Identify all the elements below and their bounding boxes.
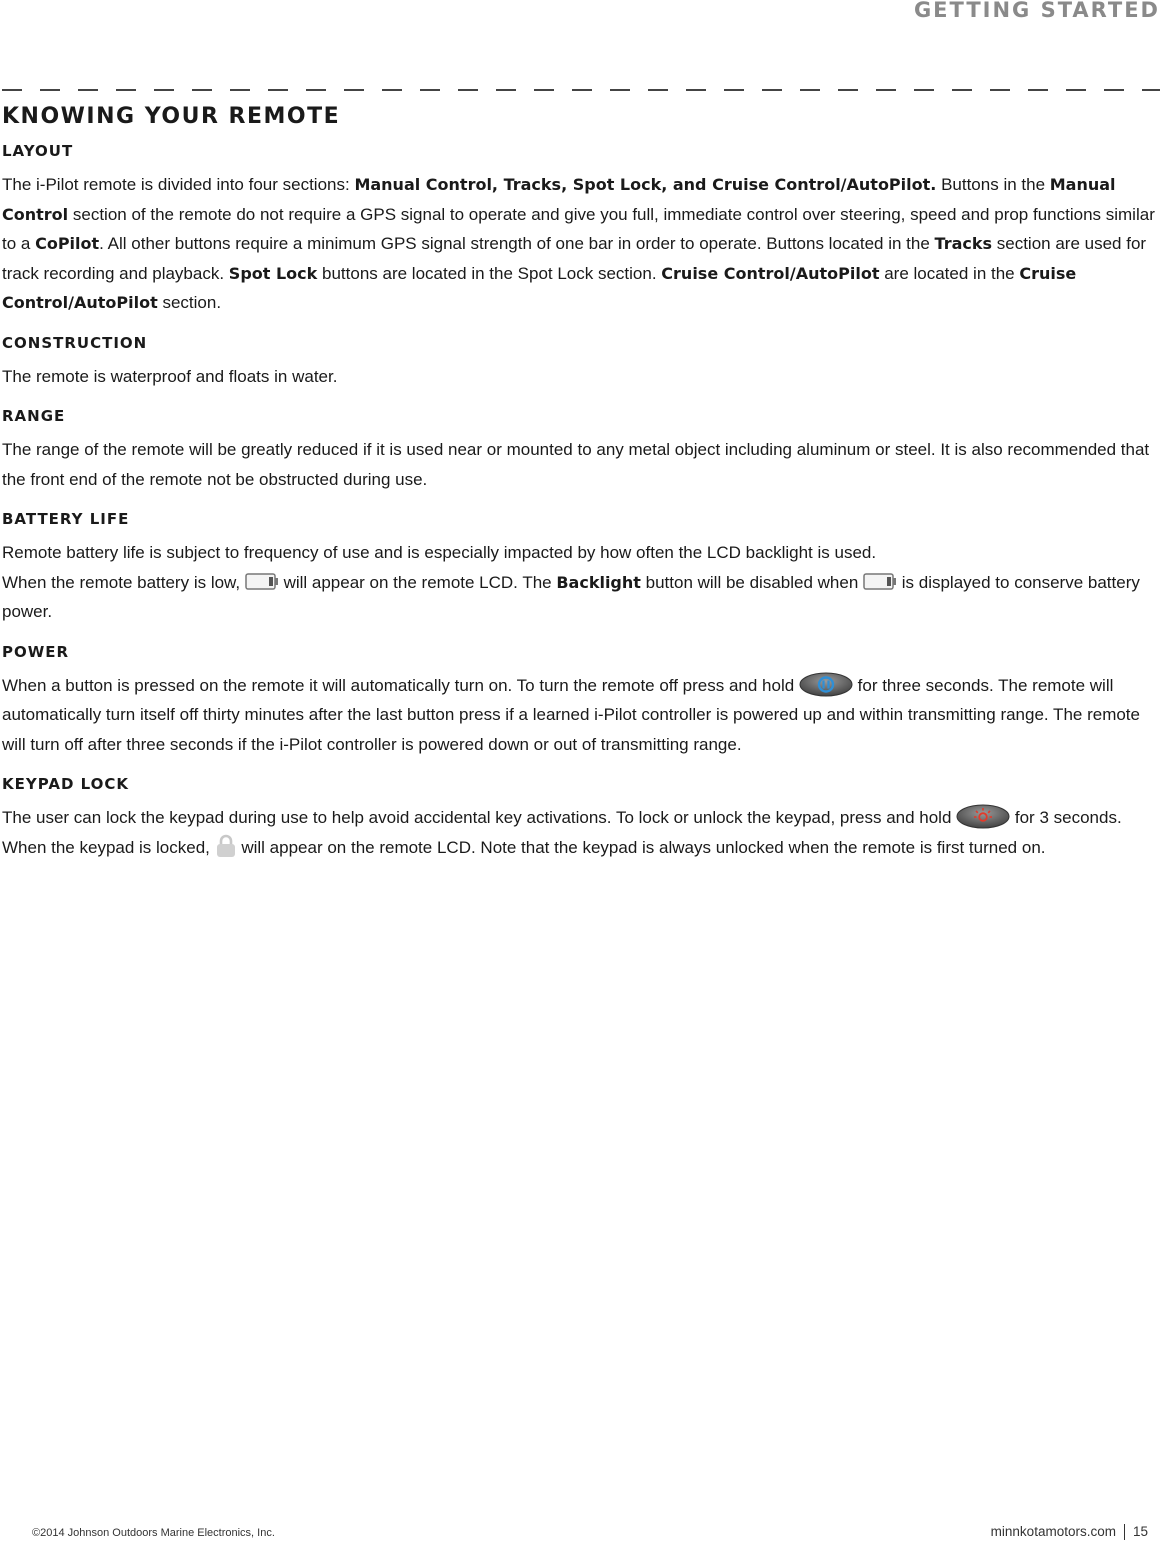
construction-heading: CONSTRUCTION bbox=[2, 333, 148, 352]
layout-paragraph: The i-Pilot remote is divided into four sections: Manual Control, Tracks, Spot Lock, and Cruise Control/AutoPilot. Buttons in the Manual Control section of the remote do not require a GPS signal to operate and give you full, immediate control over steering, speed and prop functions similar to a CoPilot. All other buttons require a minimum GPS signal strength of one bar in order to operate. Buttons located in the Tracks section are used for track recording and playback. Spot Lock buttons are located in the Spot Lock section. Cruise Control/AutoPilot are located in the Cruise Control/AutoPilot section. bbox=[2, 175, 1155, 312]
header-section-title: GETTING STARTED bbox=[913, 0, 1160, 22]
keypad-lock-paragraph: The user can lock the keypad during use to help avoid accidental key activations. To lock or unlock the keypad, press and hold for 3 seconds. When the keypad is locked, will appear on the remote LCD. Note that the keypad is always unlocked when the remote is first turned on. bbox=[2, 803, 1160, 862]
range-paragraph: The range of the remote will be greatly reduced if it is used near or mounted to any metal object including aluminum or steel. It is also recommended that the front end of the remote not be obstructed during use. bbox=[2, 440, 1150, 489]
battery-low-icon bbox=[245, 573, 279, 590]
construction-paragraph: The remote is waterproof and floats in water. bbox=[2, 366, 338, 386]
power-paragraph: When a button is pressed on the remote it will automatically turn on. To turn the remote off press and hold for three seconds. The remote will automatically turn itself off thirty minutes after the last button press if a learned i-Pilot controller is powered up and within transmitting range. The remote will turn off after three seconds if the i-Pilot controller is powered down or out of transmitting range. bbox=[2, 671, 1160, 760]
keypad-lock-heading: KEYPAD LOCK bbox=[2, 775, 130, 793]
power-button-icon bbox=[799, 672, 853, 697]
backlight-button-icon bbox=[956, 804, 1010, 829]
range-heading: RANGE bbox=[2, 407, 66, 425]
dashed-divider bbox=[2, 89, 1160, 91]
footer-page-info bbox=[991, 1524, 1148, 1540]
layout-heading: LAYOUT bbox=[2, 142, 74, 160]
footer-copyright: ©2014 Johnson Outdoors Marine Electronics, Inc. bbox=[32, 1527, 275, 1539]
battery-life-paragraph: Remote battery life is subject to frequency of use and is especially impacted by how often the LCD backlight is used. When the remote battery is low, will appear on the remote LCD. The Backlight button will be disabled when is displayed to conserve battery power. bbox=[2, 543, 1140, 621]
footer-page-number: 15 bbox=[1132, 1524, 1148, 1539]
power-heading: POWER bbox=[2, 642, 70, 661]
footer-separator bbox=[1124, 1524, 1125, 1540]
battery-low-icon bbox=[863, 573, 897, 590]
battery-life-heading: BATTERY LIFE bbox=[2, 510, 130, 528]
lock-icon bbox=[215, 834, 237, 858]
page-title: KNOWING YOUR REMOTE bbox=[2, 104, 341, 129]
footer-website: minnkotamotors.com bbox=[990, 1524, 1116, 1539]
page-content bbox=[2, 104, 1160, 878]
